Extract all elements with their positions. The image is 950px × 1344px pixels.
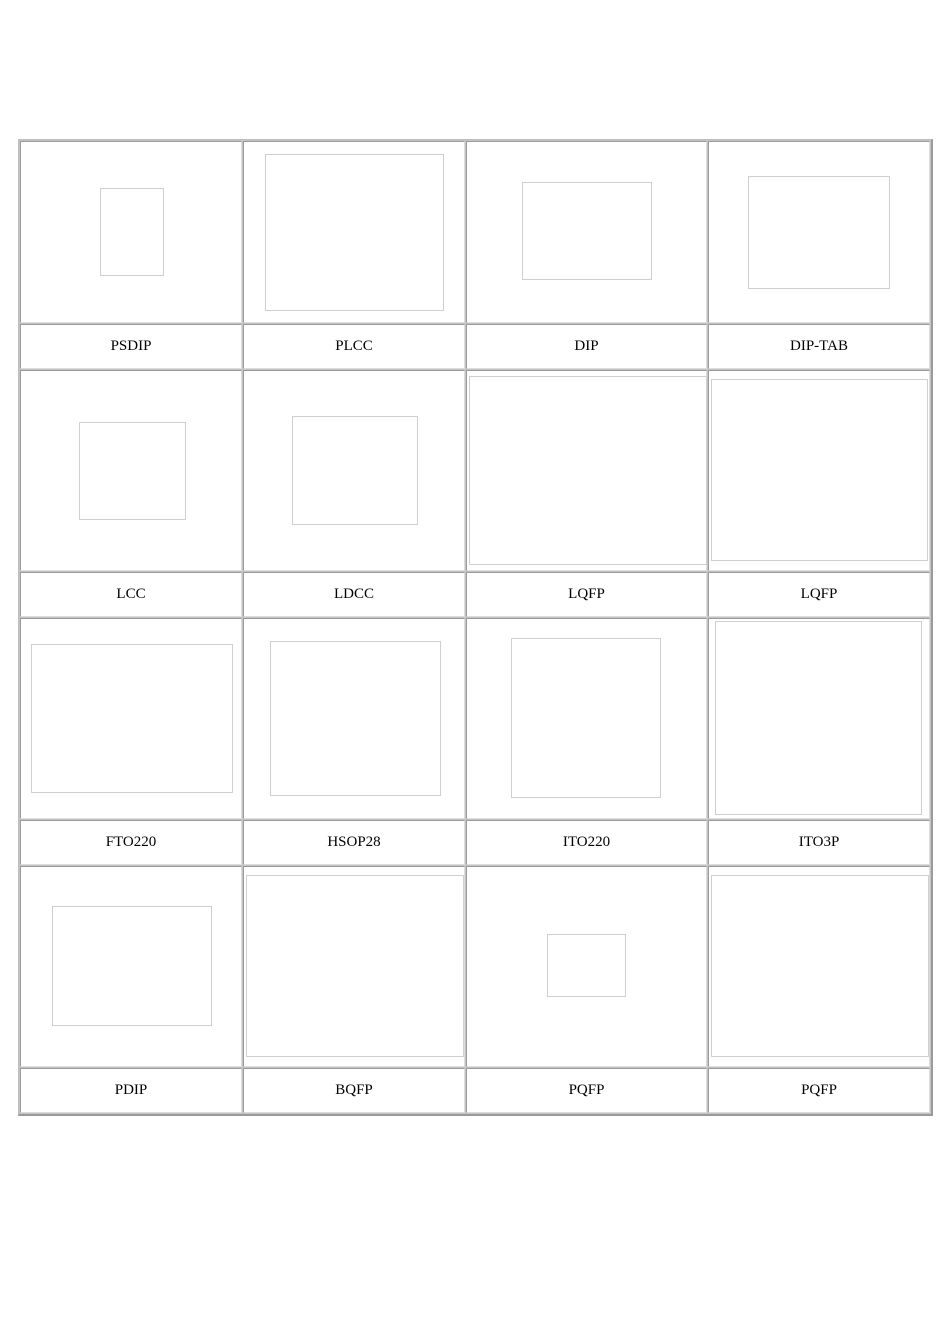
label-row — [20, 324, 930, 369]
package-image-ito220 — [511, 638, 661, 798]
package-image-pdip — [52, 906, 212, 1026]
package-image-dip-tab — [748, 176, 890, 289]
package-label: LQFP — [708, 572, 930, 617]
package-image-bqfp — [246, 875, 464, 1057]
package-image-cell — [243, 866, 465, 1067]
image-row — [20, 866, 930, 1067]
image-row — [20, 618, 930, 819]
package-image-lqfp-2 — [711, 379, 928, 561]
package-image-cell — [243, 370, 465, 571]
package-image-pqfp-2 — [711, 875, 929, 1057]
package-image-pqfp — [547, 934, 626, 997]
package-label: HSOP28 — [243, 820, 465, 865]
package-image-cell — [466, 370, 707, 571]
label-row — [20, 1068, 930, 1113]
package-image-cell — [708, 618, 930, 819]
package-label: ITO220 — [466, 820, 707, 865]
package-image-cell — [466, 141, 707, 323]
package-label: PDIP — [20, 1068, 242, 1113]
package-image-cell — [466, 618, 707, 819]
package-image-cell — [708, 866, 930, 1067]
package-image-cell — [466, 866, 707, 1067]
package-image-cell — [243, 141, 465, 323]
package-image-dip — [522, 182, 652, 280]
package-image-ldcc — [292, 416, 418, 525]
package-image-psdip — [100, 188, 164, 276]
package-image-lqfp — [469, 376, 707, 565]
package-label: DIP-TAB — [708, 324, 930, 369]
package-image-cell — [20, 370, 242, 571]
package-label: LCC — [20, 572, 242, 617]
package-image-ito3p — [715, 621, 922, 815]
package-image-cell — [20, 141, 242, 323]
package-label: BQFP — [243, 1068, 465, 1113]
package-image-hsop28 — [270, 641, 441, 796]
package-label: LQFP — [466, 572, 707, 617]
package-image-lcc — [79, 422, 186, 520]
package-label: FTO220 — [20, 820, 242, 865]
package-label: LDCC — [243, 572, 465, 617]
package-label: PLCC — [243, 324, 465, 369]
image-row — [20, 370, 930, 571]
label-row — [20, 820, 930, 865]
label-row — [20, 572, 930, 617]
image-row — [20, 141, 930, 323]
package-image-cell — [708, 141, 930, 323]
package-image-plcc — [265, 154, 444, 311]
package-image-cell — [243, 618, 465, 819]
package-label: ITO3P — [708, 820, 930, 865]
package-label: PSDIP — [20, 324, 242, 369]
package-image-cell — [20, 618, 242, 819]
package-image-cell — [708, 370, 930, 571]
package-image-fto220 — [31, 644, 233, 793]
package-label: PQFP — [708, 1068, 930, 1113]
package-label: DIP — [466, 324, 707, 369]
package-table — [18, 139, 933, 1116]
package-image-cell — [20, 866, 242, 1067]
package-label: PQFP — [466, 1068, 707, 1113]
